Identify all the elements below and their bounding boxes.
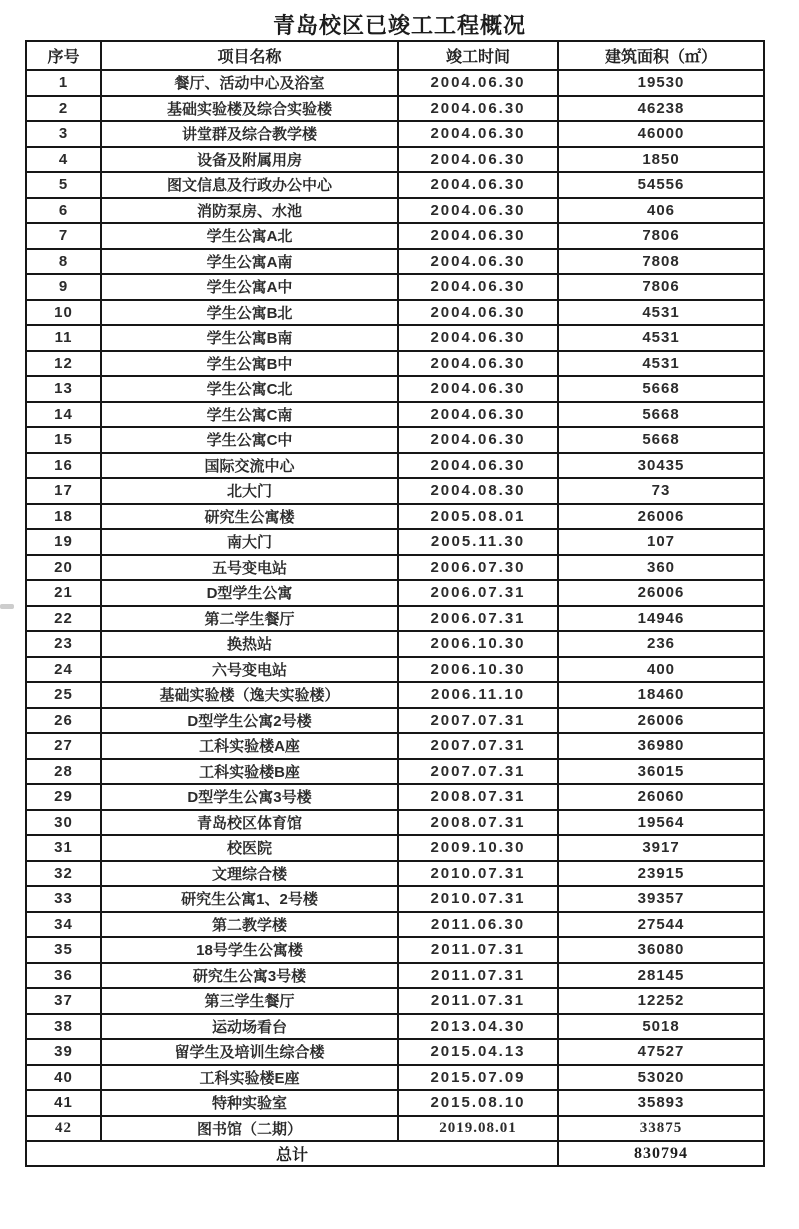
table-row xyxy=(26,912,764,938)
project-name-cell: 基础实验楼（逸夫实验楼） xyxy=(101,682,398,708)
project-name-cell: 学生公寓B中 xyxy=(101,351,398,377)
completion-date-cell: 2005.08.01 xyxy=(398,504,558,530)
area-cell: 107 xyxy=(558,529,764,555)
project-name-cell: 文理综合楼 xyxy=(101,861,398,887)
table-row xyxy=(26,198,764,224)
completion-date-cell: 2004.06.30 xyxy=(398,325,558,351)
project-name-cell: 讲堂群及综合教学楼 xyxy=(101,121,398,147)
row-number-cell: 17 xyxy=(26,478,101,504)
row-number-cell: 5 xyxy=(26,172,101,198)
project-name-cell: 学生公寓C中 xyxy=(101,427,398,453)
table-row xyxy=(26,759,764,785)
completion-date-cell: 2004.06.30 xyxy=(398,198,558,224)
completion-date-cell: 2011.07.31 xyxy=(398,988,558,1014)
completion-date-cell: 2004.06.30 xyxy=(398,402,558,428)
area-cell: 236 xyxy=(558,631,764,657)
row-number-cell: 3 xyxy=(26,121,101,147)
row-number-cell: 38 xyxy=(26,1014,101,1040)
project-name-cell: 学生公寓A中 xyxy=(101,274,398,300)
project-name-cell: 第二教学楼 xyxy=(101,912,398,938)
completion-date-cell: 2004.06.30 xyxy=(398,96,558,122)
area-cell: 73 xyxy=(558,478,764,504)
table-row xyxy=(26,810,764,836)
table-row xyxy=(26,1014,764,1040)
row-number-cell: 36 xyxy=(26,963,101,989)
completion-date-cell: 2006.10.30 xyxy=(398,631,558,657)
table-row xyxy=(26,861,764,887)
row-number-cell: 16 xyxy=(26,453,101,479)
project-name-cell: 运动场看台 xyxy=(101,1014,398,1040)
area-cell: 4531 xyxy=(558,325,764,351)
area-cell: 19530 xyxy=(558,70,764,96)
total-value: 830794 xyxy=(558,1141,764,1166)
row-number-cell: 32 xyxy=(26,861,101,887)
completion-date-cell: 2010.07.31 xyxy=(398,861,558,887)
table-header xyxy=(26,41,764,70)
table-row xyxy=(26,325,764,351)
completion-date-cell: 2004.06.30 xyxy=(398,453,558,479)
area-cell: 36980 xyxy=(558,733,764,759)
area-cell: 5668 xyxy=(558,402,764,428)
row-number-cell: 12 xyxy=(26,351,101,377)
project-name-cell: 留学生及培训生综合楼 xyxy=(101,1039,398,1065)
area-cell: 19564 xyxy=(558,810,764,836)
table-row xyxy=(26,733,764,759)
area-cell: 12252 xyxy=(558,988,764,1014)
completion-date-cell: 2004.06.30 xyxy=(398,223,558,249)
project-name-cell: 图书馆（二期） xyxy=(101,1116,398,1142)
completed-projects-table xyxy=(25,40,765,1167)
table-row xyxy=(26,1116,764,1142)
area-cell: 30435 xyxy=(558,453,764,479)
page-title: 青岛校区已竣工工程概况 xyxy=(272,13,526,38)
table-row xyxy=(26,963,764,989)
row-number-cell: 23 xyxy=(26,631,101,657)
table-row xyxy=(26,453,764,479)
completion-date-cell: 2007.07.31 xyxy=(398,708,558,734)
total-label: 总计 xyxy=(26,1141,558,1166)
row-number-cell: 37 xyxy=(26,988,101,1014)
project-name-cell: 18号学生公寓楼 xyxy=(101,937,398,963)
table-row xyxy=(26,555,764,581)
table-row xyxy=(26,886,764,912)
project-name-cell: 南大门 xyxy=(101,529,398,555)
area-cell: 7806 xyxy=(558,223,764,249)
completion-date-cell: 2009.10.30 xyxy=(398,835,558,861)
row-number-cell: 4 xyxy=(26,147,101,173)
table-row xyxy=(26,504,764,530)
completion-date-cell: 2015.04.13 xyxy=(398,1039,558,1065)
area-cell: 360 xyxy=(558,555,764,581)
area-cell: 400 xyxy=(558,657,764,683)
project-name-cell: 学生公寓A北 xyxy=(101,223,398,249)
completion-date-cell: 2004.06.30 xyxy=(398,427,558,453)
project-name-cell: 北大门 xyxy=(101,478,398,504)
completion-date-cell: 2010.07.31 xyxy=(398,886,558,912)
project-name-cell: 国际交流中心 xyxy=(101,453,398,479)
table-row xyxy=(26,784,764,810)
row-number-cell: 31 xyxy=(26,835,101,861)
completion-date-cell: 2004.06.30 xyxy=(398,70,558,96)
row-number-cell: 26 xyxy=(26,708,101,734)
table-row xyxy=(26,708,764,734)
header-row xyxy=(26,41,764,70)
project-name-cell: 换热站 xyxy=(101,631,398,657)
area-cell: 3917 xyxy=(558,835,764,861)
completion-date-cell: 2005.11.30 xyxy=(398,529,558,555)
row-number-cell: 33 xyxy=(26,886,101,912)
row-number-cell: 29 xyxy=(26,784,101,810)
completion-date-cell: 2006.07.31 xyxy=(398,580,558,606)
completion-date-cell: 2008.07.31 xyxy=(398,810,558,836)
completion-date-cell: 2004.06.30 xyxy=(398,351,558,377)
completion-date-cell: 2006.11.10 xyxy=(398,682,558,708)
row-number-cell: 7 xyxy=(26,223,101,249)
table-row xyxy=(26,529,764,555)
project-name-cell: 学生公寓A南 xyxy=(101,249,398,275)
row-number-cell: 22 xyxy=(26,606,101,632)
row-number-cell: 1 xyxy=(26,70,101,96)
project-name-cell: 工科实验楼E座 xyxy=(101,1065,398,1091)
area-cell: 27544 xyxy=(558,912,764,938)
col-header-no: 序号 xyxy=(26,41,101,70)
row-number-cell: 8 xyxy=(26,249,101,275)
project-name-cell: 工科实验楼B座 xyxy=(101,759,398,785)
area-cell: 14946 xyxy=(558,606,764,632)
table-body xyxy=(26,70,764,1141)
table-row xyxy=(26,274,764,300)
area-cell: 28145 xyxy=(558,963,764,989)
table-row xyxy=(26,657,764,683)
area-cell: 5668 xyxy=(558,376,764,402)
completion-date-cell: 2004.06.30 xyxy=(398,376,558,402)
project-name-cell: 第三学生餐厅 xyxy=(101,988,398,1014)
table-row xyxy=(26,223,764,249)
area-cell: 5018 xyxy=(558,1014,764,1040)
project-name-cell: 工科实验楼A座 xyxy=(101,733,398,759)
area-cell: 5668 xyxy=(558,427,764,453)
area-cell: 7808 xyxy=(558,249,764,275)
row-number-cell: 25 xyxy=(26,682,101,708)
col-header-area: 建筑面积（㎡） xyxy=(558,41,764,70)
total-row xyxy=(26,1141,764,1166)
table-row xyxy=(26,1090,764,1116)
completion-date-cell: 2004.06.30 xyxy=(398,172,558,198)
table-row xyxy=(26,96,764,122)
area-cell: 46000 xyxy=(558,121,764,147)
area-cell: 1850 xyxy=(558,147,764,173)
project-name-cell: 校医院 xyxy=(101,835,398,861)
project-name-cell: D型学生公寓2号楼 xyxy=(101,708,398,734)
row-number-cell: 13 xyxy=(26,376,101,402)
completion-date-cell: 2013.04.30 xyxy=(398,1014,558,1040)
table-row xyxy=(26,402,764,428)
area-cell: 406 xyxy=(558,198,764,224)
table-row xyxy=(26,631,764,657)
project-name-cell: 五号变电站 xyxy=(101,555,398,581)
project-name-cell: 研究生公寓1、2号楼 xyxy=(101,886,398,912)
row-number-cell: 19 xyxy=(26,529,101,555)
row-number-cell: 27 xyxy=(26,733,101,759)
col-header-date: 竣工时间 xyxy=(398,41,558,70)
table-row xyxy=(26,682,764,708)
row-number-cell: 24 xyxy=(26,657,101,683)
completion-date-cell: 2006.10.30 xyxy=(398,657,558,683)
area-cell: 4531 xyxy=(558,300,764,326)
project-name-cell: 学生公寓B北 xyxy=(101,300,398,326)
project-name-cell: 研究生公寓3号楼 xyxy=(101,963,398,989)
completion-date-cell: 2007.07.31 xyxy=(398,759,558,785)
completion-date-cell: 2006.07.31 xyxy=(398,606,558,632)
row-number-cell: 40 xyxy=(26,1065,101,1091)
project-name-cell: 学生公寓C北 xyxy=(101,376,398,402)
row-number-cell: 20 xyxy=(26,555,101,581)
area-cell: 7806 xyxy=(558,274,764,300)
area-cell: 26006 xyxy=(558,708,764,734)
area-cell: 26006 xyxy=(558,504,764,530)
row-number-cell: 15 xyxy=(26,427,101,453)
row-number-cell: 9 xyxy=(26,274,101,300)
area-cell: 36015 xyxy=(558,759,764,785)
table-row xyxy=(26,351,764,377)
table-row xyxy=(26,147,764,173)
row-number-cell: 34 xyxy=(26,912,101,938)
project-name-cell: 图文信息及行政办公中心 xyxy=(101,172,398,198)
area-cell: 54556 xyxy=(558,172,764,198)
project-name-cell: D型学生公寓3号楼 xyxy=(101,784,398,810)
scan-artifact xyxy=(0,604,14,609)
table-row xyxy=(26,1065,764,1091)
area-cell: 23915 xyxy=(558,861,764,887)
project-name-cell: 设备及附属用房 xyxy=(101,147,398,173)
area-cell: 53020 xyxy=(558,1065,764,1091)
area-cell: 47527 xyxy=(558,1039,764,1065)
area-cell: 35893 xyxy=(558,1090,764,1116)
table-row xyxy=(26,121,764,147)
table-row xyxy=(26,376,764,402)
area-cell: 26060 xyxy=(558,784,764,810)
completion-date-cell: 2004.06.30 xyxy=(398,300,558,326)
row-number-cell: 41 xyxy=(26,1090,101,1116)
row-number-cell: 21 xyxy=(26,580,101,606)
project-name-cell: D型学生公寓 xyxy=(101,580,398,606)
completion-date-cell: 2008.07.31 xyxy=(398,784,558,810)
table-row xyxy=(26,70,764,96)
project-name-cell: 学生公寓C南 xyxy=(101,402,398,428)
row-number-cell: 42 xyxy=(26,1116,101,1142)
completion-date-cell: 2004.06.30 xyxy=(398,147,558,173)
row-number-cell: 6 xyxy=(26,198,101,224)
project-name-cell: 基础实验楼及综合实验楼 xyxy=(101,96,398,122)
table-row xyxy=(26,606,764,632)
row-number-cell: 10 xyxy=(26,300,101,326)
completion-date-cell: 2011.07.31 xyxy=(398,937,558,963)
completion-date-cell: 2006.07.30 xyxy=(398,555,558,581)
row-number-cell: 11 xyxy=(26,325,101,351)
col-header-name: 项目名称 xyxy=(101,41,398,70)
project-name-cell: 特种实验室 xyxy=(101,1090,398,1116)
table-row xyxy=(26,1039,764,1065)
completion-date-cell: 2004.06.30 xyxy=(398,121,558,147)
area-cell: 26006 xyxy=(558,580,764,606)
table-row xyxy=(26,427,764,453)
completion-date-cell: 2007.07.31 xyxy=(398,733,558,759)
table-row xyxy=(26,478,764,504)
area-cell: 33875 xyxy=(558,1116,764,1142)
project-name-cell: 青岛校区体育馆 xyxy=(101,810,398,836)
project-name-cell: 研究生公寓楼 xyxy=(101,504,398,530)
row-number-cell: 35 xyxy=(26,937,101,963)
completion-date-cell: 2011.06.30 xyxy=(398,912,558,938)
project-name-cell: 六号变电站 xyxy=(101,657,398,683)
area-cell: 39357 xyxy=(558,886,764,912)
table-row xyxy=(26,300,764,326)
area-cell: 46238 xyxy=(558,96,764,122)
table-row xyxy=(26,835,764,861)
completion-date-cell: 2004.06.30 xyxy=(398,249,558,275)
project-name-cell: 第二学生餐厅 xyxy=(101,606,398,632)
table-row xyxy=(26,937,764,963)
table-row xyxy=(26,988,764,1014)
table-row xyxy=(26,172,764,198)
row-number-cell: 30 xyxy=(26,810,101,836)
completion-date-cell: 2019.08.01 xyxy=(398,1116,558,1142)
row-number-cell: 39 xyxy=(26,1039,101,1065)
table-row xyxy=(26,249,764,275)
project-name-cell: 消防泵房、水池 xyxy=(101,198,398,224)
area-cell: 18460 xyxy=(558,682,764,708)
project-name-cell: 学生公寓B南 xyxy=(101,325,398,351)
project-name-cell: 餐厅、活动中心及浴室 xyxy=(101,70,398,96)
completion-date-cell: 2015.07.09 xyxy=(398,1065,558,1091)
completion-date-cell: 2011.07.31 xyxy=(398,963,558,989)
table-row xyxy=(26,580,764,606)
completion-date-cell: 2004.06.30 xyxy=(398,274,558,300)
row-number-cell: 2 xyxy=(26,96,101,122)
row-number-cell: 14 xyxy=(26,402,101,428)
completion-date-cell: 2015.08.10 xyxy=(398,1090,558,1116)
area-cell: 4531 xyxy=(558,351,764,377)
row-number-cell: 18 xyxy=(26,504,101,530)
table-footer xyxy=(26,1141,764,1166)
completion-date-cell: 2004.08.30 xyxy=(398,478,558,504)
row-number-cell: 28 xyxy=(26,759,101,785)
area-cell: 36080 xyxy=(558,937,764,963)
